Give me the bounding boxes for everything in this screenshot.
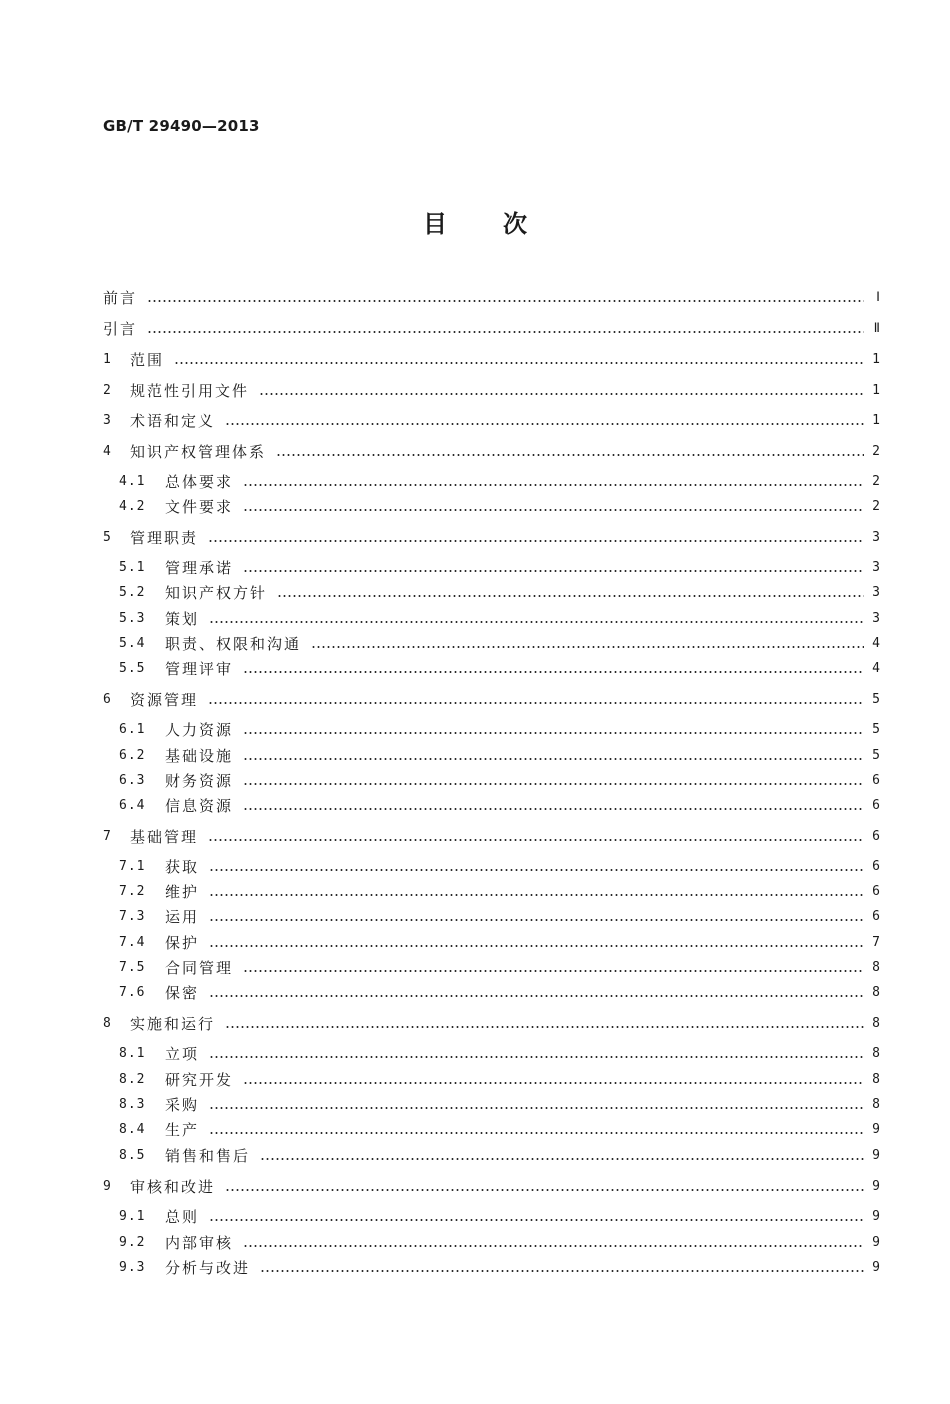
toc-entry-page: 9	[872, 1122, 880, 1137]
toc-entry-page: 8	[872, 1097, 880, 1112]
toc-entry-number: 7.3	[119, 909, 146, 924]
toc-entry[interactable]	[103, 906, 880, 928]
toc-entry-number: 4	[103, 444, 112, 459]
dot-leader	[208, 540, 864, 542]
toc-entry-page: 9	[872, 1235, 880, 1250]
toc-entry[interactable]	[103, 527, 880, 549]
dot-leader	[147, 331, 864, 333]
toc-entry-title: 运用	[165, 908, 200, 926]
toc-entry-page: 2	[872, 444, 880, 459]
toc-entry-title: 研究开发	[165, 1071, 234, 1089]
toc-entry-title: 内部审核	[165, 1234, 234, 1252]
toc-entry[interactable]	[103, 881, 880, 903]
toc-entry[interactable]	[103, 826, 880, 848]
toc-entry-number: 3	[103, 413, 112, 428]
toc-entry-page: 8	[872, 985, 880, 1000]
toc-entry-title: 策划	[165, 610, 200, 628]
toc-entry-page: 1	[872, 413, 880, 428]
dot-leader	[208, 702, 864, 704]
dot-leader	[243, 570, 864, 572]
toc-entry-page: 5	[872, 722, 880, 737]
toc-entry-page: 9	[872, 1260, 880, 1275]
toc-entry-title: 管理承诺	[165, 559, 234, 577]
toc-entry-number: 7.6	[119, 985, 146, 1000]
toc-entry[interactable]	[103, 1119, 880, 1141]
toc-entry[interactable]	[103, 471, 880, 493]
toc-entry-title: 财务资源	[165, 772, 234, 790]
toc-entry-page: 1	[872, 352, 880, 367]
toc-entry-title: 获取	[165, 858, 200, 876]
toc-entry-number: 7	[103, 829, 112, 844]
toc-entry[interactable]	[103, 1206, 880, 1228]
toc-entry-page: 3	[872, 585, 880, 600]
toc-entry-page: 8	[872, 1046, 880, 1061]
toc-entry-title: 总则	[165, 1208, 200, 1226]
toc-entry[interactable]	[103, 795, 880, 817]
toc-entry[interactable]	[103, 1013, 880, 1035]
toc-entry[interactable]	[103, 496, 880, 518]
toc-entry-page: 6	[872, 798, 880, 813]
dot-leader	[209, 1132, 864, 1134]
toc-entry[interactable]	[103, 1094, 880, 1116]
toc-entry-title: 管理评审	[165, 660, 234, 678]
dot-leader	[243, 783, 864, 785]
toc-entry-title: 资源管理	[130, 691, 199, 709]
dot-leader	[209, 945, 864, 947]
toc-entry-title: 生产	[165, 1121, 200, 1139]
toc-entry[interactable]	[103, 1232, 880, 1254]
toc-entry-page: 7	[872, 935, 880, 950]
toc-entry[interactable]	[103, 1145, 880, 1167]
toc-entry-number: 7.2	[119, 884, 146, 899]
toc-entry[interactable]	[103, 856, 880, 878]
toc-entry-title: 保密	[165, 984, 200, 1002]
toc-entry-number: 5.5	[119, 661, 146, 676]
toc-entry[interactable]	[103, 318, 880, 340]
dot-leader	[260, 1270, 864, 1272]
toc-entry-number: 2	[103, 383, 112, 398]
dot-leader	[243, 509, 864, 511]
toc-entry-number: 9	[103, 1179, 112, 1194]
toc-entry-number: 8.3	[119, 1097, 146, 1112]
toc-entry[interactable]	[103, 1069, 880, 1091]
toc-entry-title: 销售和售后	[165, 1147, 251, 1165]
toc-entry-page: 6	[872, 773, 880, 788]
toc-entry-number: 6.4	[119, 798, 146, 813]
toc-entry[interactable]	[103, 1257, 880, 1279]
toc-entry-title: 总体要求	[165, 473, 234, 491]
toc-entry-number: 5.3	[119, 611, 146, 626]
toc-entry-page: 9	[872, 1209, 880, 1224]
toc-entry-title: 信息资源	[165, 797, 234, 815]
dot-leader	[209, 621, 864, 623]
toc-entry-number: 7.1	[119, 859, 146, 874]
toc-entry[interactable]	[103, 770, 880, 792]
dot-leader	[209, 919, 864, 921]
toc-entry[interactable]	[103, 582, 880, 604]
toc-entry-title: 职责、权限和沟通	[165, 635, 302, 653]
toc-entry-number: 7.4	[119, 935, 146, 950]
toc-entry-page: 8	[872, 1016, 880, 1031]
toc-entry-title: 基础管理	[130, 828, 199, 846]
toc-entry[interactable]	[103, 658, 880, 680]
toc-entry-title: 术语和定义	[130, 412, 216, 430]
toc-entry-page: 2	[872, 474, 880, 489]
toc-entry-title: 知识产权管理体系	[130, 443, 267, 461]
toc-entry[interactable]	[103, 982, 880, 1004]
toc-entry-page: 2	[872, 499, 880, 514]
dot-leader	[243, 970, 864, 972]
toc-entry[interactable]	[103, 380, 880, 402]
toc-entry-page: 3	[872, 560, 880, 575]
toc-entry-number: 8	[103, 1016, 112, 1031]
toc-entry-page: 6	[872, 829, 880, 844]
toc-entry-title: 规范性引用文件	[130, 382, 250, 400]
toc-entry-page: 1	[872, 383, 880, 398]
toc-entry-number: 7.5	[119, 960, 146, 975]
toc-entry-page: 5	[872, 748, 880, 763]
dot-leader	[243, 758, 864, 760]
toc-entry[interactable]	[103, 410, 880, 432]
standard-code: GB/T 29490—2013	[103, 117, 260, 135]
dot-leader	[243, 671, 864, 673]
toc-entry[interactable]	[103, 957, 880, 979]
toc-entry-page: 4	[872, 636, 880, 651]
dot-leader	[277, 595, 864, 597]
toc-entry-title: 基础设施	[165, 747, 234, 765]
dot-leader	[225, 1189, 864, 1191]
toc-entry[interactable]	[103, 689, 880, 711]
dot-leader	[209, 1056, 864, 1058]
toc-entry-title: 立项	[165, 1045, 200, 1063]
dot-leader	[209, 1219, 864, 1221]
toc-entry-number: 9.1	[119, 1209, 146, 1224]
toc-entry[interactable]	[103, 932, 880, 954]
toc-entry[interactable]	[103, 633, 880, 655]
toc-entry-title: 维护	[165, 883, 200, 901]
toc-entry-number: 5.1	[119, 560, 146, 575]
toc-entry-number: 9.2	[119, 1235, 146, 1250]
toc-entry-title: 采购	[165, 1096, 200, 1114]
toc-entry-number: 8.4	[119, 1122, 146, 1137]
toc-entry-title: 文件要求	[165, 498, 234, 516]
toc-entry-title: 人力资源	[165, 721, 234, 739]
dot-leader	[209, 894, 864, 896]
dot-leader	[243, 1245, 864, 1247]
toc-entry-page: 8	[872, 1072, 880, 1087]
toc-entry-page: 5	[872, 692, 880, 707]
toc-entry-number: 8.2	[119, 1072, 146, 1087]
toc-entry[interactable]	[103, 349, 880, 371]
dot-leader	[259, 393, 864, 395]
dot-leader	[147, 300, 864, 302]
toc-entry[interactable]	[103, 745, 880, 767]
toc-entry-number: 4.1	[119, 474, 146, 489]
toc-entry[interactable]	[103, 557, 880, 579]
toc-entry-title: 实施和运行	[130, 1015, 216, 1033]
toc-entry-page: 8	[872, 960, 880, 975]
toc-entry-page: Ⅱ	[873, 321, 880, 336]
dot-leader	[243, 484, 864, 486]
dot-leader	[208, 839, 864, 841]
dot-leader	[209, 1107, 864, 1109]
toc-entry-page: 9	[872, 1148, 880, 1163]
toc-entry-number: 6.3	[119, 773, 146, 788]
dot-leader	[225, 1026, 864, 1028]
toc-entry-title: 审核和改进	[130, 1178, 216, 1196]
toc-entry-title: 引言	[103, 320, 138, 338]
dot-leader	[209, 869, 864, 871]
toc-entry-number: 4.2	[119, 499, 146, 514]
toc-entry-page: 6	[872, 859, 880, 874]
toc-entry-page: 4	[872, 661, 880, 676]
toc-entry[interactable]	[103, 608, 880, 630]
toc-entry[interactable]	[103, 441, 880, 463]
toc-entry-title: 合同管理	[165, 959, 234, 977]
toc-entry[interactable]	[103, 1176, 880, 1198]
toc-entry[interactable]	[103, 719, 880, 741]
toc-title: 目次	[423, 210, 583, 238]
dot-leader	[209, 995, 864, 997]
dot-leader	[276, 454, 864, 456]
toc-entry-page: Ⅰ	[876, 290, 880, 305]
toc-entry-number: 5	[103, 530, 112, 545]
toc-entry-number: 1	[103, 352, 112, 367]
toc-entry-number: 5.2	[119, 585, 146, 600]
toc-entry-title: 保护	[165, 934, 200, 952]
toc-entry-number: 8.5	[119, 1148, 146, 1163]
toc-entry-page: 6	[872, 884, 880, 899]
dot-leader	[225, 423, 864, 425]
toc-entry-number: 8.1	[119, 1046, 146, 1061]
dot-leader	[243, 732, 864, 734]
toc-entry[interactable]	[103, 1043, 880, 1065]
toc-entry-page: 6	[872, 909, 880, 924]
toc-entry-title: 前言	[103, 289, 138, 307]
toc-entry-page: 3	[872, 530, 880, 545]
toc-entry-number: 6.1	[119, 722, 146, 737]
toc-entry-page: 9	[872, 1179, 880, 1194]
toc-entry-number: 6	[103, 692, 112, 707]
dot-leader	[311, 646, 864, 648]
toc-entry-number: 5.4	[119, 636, 146, 651]
toc-entry-title: 范围	[130, 351, 165, 369]
toc-entry[interactable]	[103, 287, 880, 309]
dot-leader	[243, 808, 864, 810]
toc-entry-number: 6.2	[119, 748, 146, 763]
toc-entry-title: 管理职责	[130, 529, 199, 547]
dot-leader	[243, 1082, 864, 1084]
dot-leader	[260, 1158, 864, 1160]
toc-entry-number: 9.3	[119, 1260, 146, 1275]
toc-entry-page: 3	[872, 611, 880, 626]
toc-entry-title: 知识产权方针	[165, 584, 268, 602]
dot-leader	[174, 362, 864, 364]
toc-entry-title: 分析与改进	[165, 1259, 251, 1277]
